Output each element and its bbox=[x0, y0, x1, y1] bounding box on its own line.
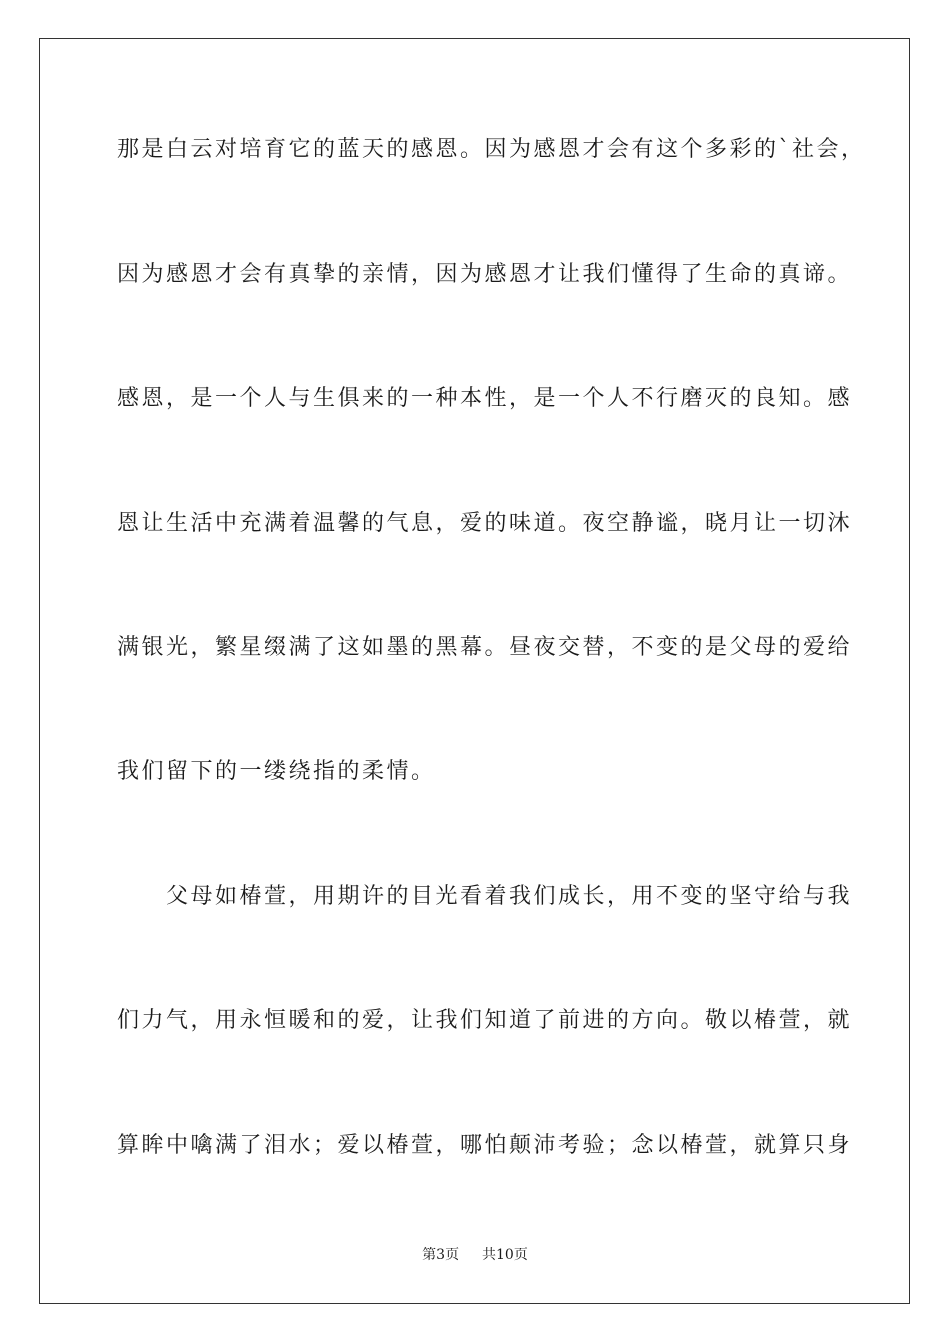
body-text-line: 父母如椿萱，用期许的目光看着我们成长，用不变的坚守给与我 bbox=[117, 884, 853, 909]
body-text-line: 恩让生活中充满着温馨的气息，爱的味道。夜空静谧，晓月让一切沐 bbox=[117, 511, 853, 536]
page-number: 第3页 bbox=[422, 1247, 460, 1263]
page-border bbox=[39, 38, 910, 1304]
body-text-line: 算眸中噙满了泪水；爱以椿萱，哪怕颠沛考验；念以椿萱，就算只身 bbox=[117, 1133, 853, 1158]
page-total: 共10页 bbox=[482, 1247, 528, 1263]
page-footer bbox=[0, 1246, 950, 1264]
body-text-line: 因为感恩才会有真挚的亲情，因为感恩才让我们懂得了生命的真谛。 bbox=[117, 262, 853, 287]
body-text-line: 我们留下的一缕绕指的柔情。 bbox=[117, 759, 436, 784]
body-text-line: 们力气，用永恒暖和的爱，让我们知道了前进的方向。敬以椿萱，就 bbox=[117, 1008, 853, 1033]
body-text-line: 满银光，繁星缀满了这如墨的黑幕。昼夜交替，不变的是父母的爱给 bbox=[117, 635, 853, 660]
body-text-line: 那是白云对培育它的蓝天的感恩。因为感恩才会有这个多彩的`社会， bbox=[117, 137, 866, 162]
body-text-line: 感恩，是一个人与生俱来的一种本性，是一个人不行磨灭的良知。感 bbox=[117, 386, 853, 411]
